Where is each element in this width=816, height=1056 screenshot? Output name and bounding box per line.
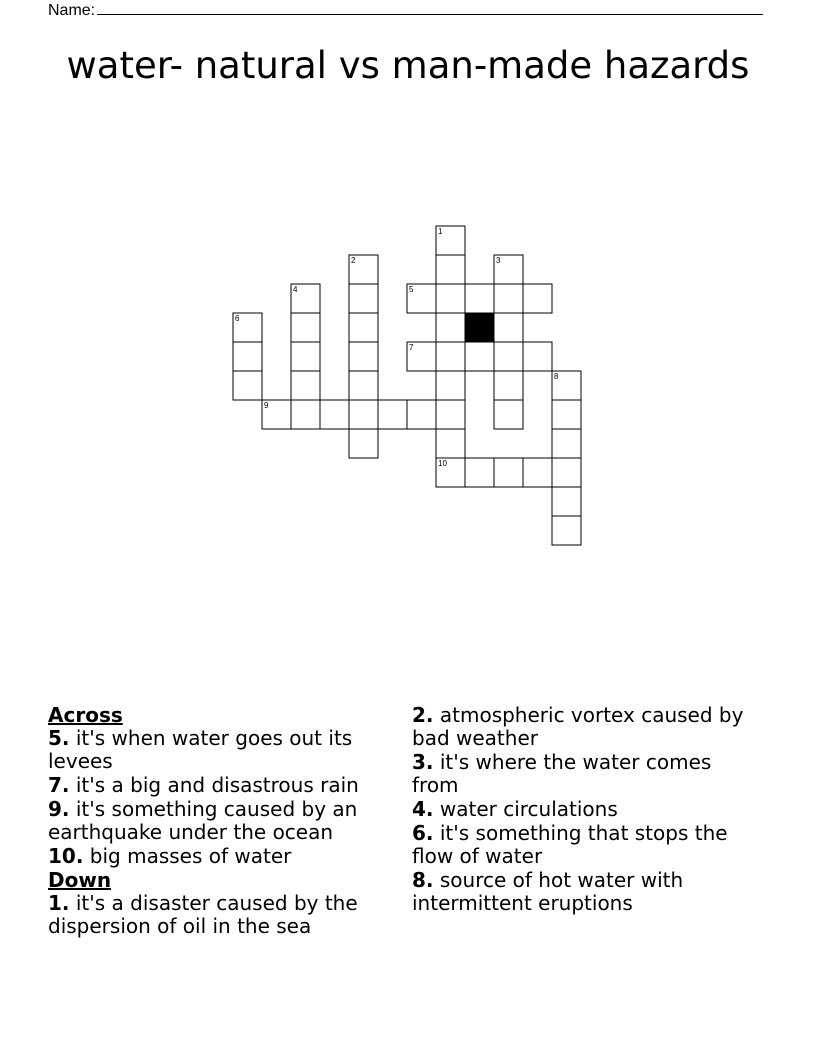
grid-cell[interactable] [349, 342, 378, 371]
cell-number: 2 [351, 256, 356, 265]
grid-cell[interactable] [494, 371, 523, 400]
cell-number: 6 [235, 314, 240, 323]
cell-number: 4 [293, 285, 298, 294]
grid-cell[interactable] [262, 400, 291, 429]
cell-number: 5 [409, 285, 414, 294]
clue-number: 9. [48, 797, 70, 821]
clue-text: big masses of water [83, 844, 292, 868]
clue-item [48, 798, 378, 844]
page-title: water- natural vs man-made hazards [66, 44, 750, 87]
clue-item [412, 751, 757, 797]
grid-cell[interactable] [494, 284, 523, 313]
clue-number: 8. [412, 868, 434, 892]
grid-cell[interactable] [436, 400, 465, 429]
grid-cell[interactable] [436, 429, 465, 458]
grid-cell[interactable] [407, 342, 436, 371]
clue-item [412, 869, 757, 915]
clue-text: atmospheric vortex caused by bad weather [412, 703, 744, 750]
grid-cell[interactable] [349, 255, 378, 284]
grid-cell[interactable] [349, 429, 378, 458]
down-heading: Down [48, 868, 112, 892]
clue-item [48, 727, 378, 773]
clue-item [412, 822, 757, 868]
grid-cell[interactable] [494, 342, 523, 371]
clue-number: 4. [412, 797, 434, 821]
clue-item [48, 845, 378, 868]
grid-cell[interactable] [436, 313, 465, 342]
cell-number: 10 [438, 459, 447, 468]
clue-item [48, 774, 378, 797]
grid-cell[interactable] [465, 284, 494, 313]
grid-cell[interactable] [291, 400, 320, 429]
grid-cell[interactable] [436, 226, 465, 255]
across-clue-list [48, 727, 378, 868]
grid-cell[interactable] [494, 313, 523, 342]
grid-cell[interactable] [552, 400, 581, 429]
clue-text: it's when water goes out its levees [48, 726, 353, 773]
grid-cell[interactable] [349, 400, 378, 429]
clue-item [412, 704, 757, 750]
grid-cell[interactable] [552, 429, 581, 458]
grid-cell[interactable] [436, 342, 465, 371]
clue-number: 6. [412, 821, 434, 845]
grid-cell[interactable] [552, 458, 581, 487]
grid-cell[interactable] [523, 284, 552, 313]
grid-cell[interactable] [233, 371, 262, 400]
grid-cell[interactable] [349, 371, 378, 400]
clues-left-column [48, 704, 378, 939]
clues-right-column [412, 704, 757, 916]
grid-cell[interactable] [465, 342, 494, 371]
grid-cell[interactable] [349, 284, 378, 313]
grid-cell[interactable] [320, 400, 349, 429]
down-clue-list-left [48, 892, 378, 938]
clue-number: 7. [48, 773, 70, 797]
grid-cell[interactable] [494, 255, 523, 284]
grid-cell[interactable] [378, 400, 407, 429]
grid-cell[interactable] [349, 313, 378, 342]
grid-cell[interactable] [291, 284, 320, 313]
grid-cell[interactable] [494, 458, 523, 487]
grid-cell[interactable] [494, 400, 523, 429]
black-cell [465, 313, 494, 342]
across-heading: Across [48, 703, 123, 727]
grid-cell[interactable] [407, 400, 436, 429]
grid-cell[interactable] [523, 458, 552, 487]
cell-number: 9 [264, 401, 269, 410]
grid-cell[interactable] [552, 371, 581, 400]
grid-cell[interactable] [436, 371, 465, 400]
clue-text: it's something that stops the flow of water [412, 821, 728, 868]
grid-cell[interactable] [552, 516, 581, 545]
clue-number: 3. [412, 750, 434, 774]
cell-number: 8 [554, 372, 559, 381]
grid-cell[interactable] [407, 284, 436, 313]
clue-text: it's where the water comes from [412, 750, 712, 797]
grid-cell[interactable] [465, 458, 494, 487]
clue-text: source of hot water with intermittent eruptions [412, 868, 684, 915]
grid-cell[interactable] [233, 342, 262, 371]
cell-number: 7 [409, 343, 414, 352]
clue-text: it's a disaster caused by the dispersion of oil in the sea [48, 891, 358, 938]
name-label: Name: [48, 2, 96, 19]
grid-cell[interactable] [436, 458, 465, 487]
name-underline[interactable] [97, 0, 763, 15]
grid-cell[interactable] [552, 487, 581, 516]
grid-cell[interactable] [233, 313, 262, 342]
grid-cell[interactable] [523, 342, 552, 371]
clue-number: 2. [412, 703, 434, 727]
clue-number: 5. [48, 726, 70, 750]
clue-number: 1. [48, 891, 70, 915]
clue-text: water circulations [433, 797, 618, 821]
clue-text: it's a big and disastrous rain [69, 773, 359, 797]
name-field[interactable] [48, 0, 763, 20]
clue-item [412, 798, 757, 821]
grid-cell[interactable] [291, 313, 320, 342]
cell-number: 1 [438, 227, 443, 236]
clue-number: 10. [48, 844, 84, 868]
grid-cell[interactable] [436, 255, 465, 284]
cell-number: 3 [496, 256, 501, 265]
grid-cell[interactable] [291, 342, 320, 371]
clue-item [48, 892, 378, 938]
down-clue-list-right [412, 704, 757, 915]
clue-text: it's something caused by an earthquake under the ocean [48, 797, 358, 844]
grid-cell[interactable] [291, 371, 320, 400]
grid-cell[interactable] [436, 284, 465, 313]
